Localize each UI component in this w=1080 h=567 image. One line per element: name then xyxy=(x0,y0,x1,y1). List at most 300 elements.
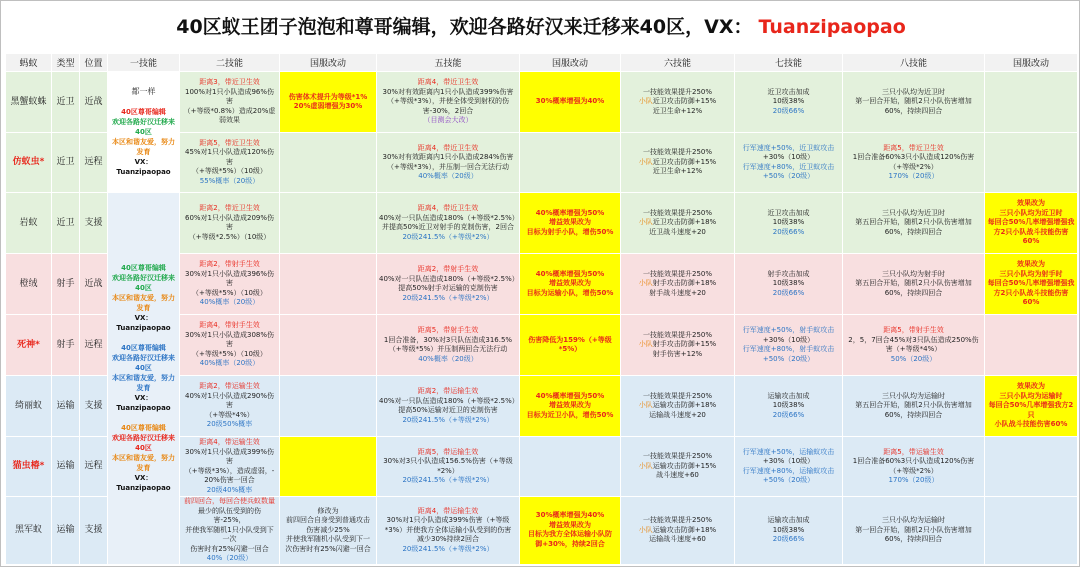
skill8-cell-line: 60%，持续四回合 xyxy=(884,410,943,419)
skill6-line-rest: 近卫攻击防御+15% xyxy=(652,97,717,106)
skill8-cell xyxy=(843,133,985,193)
title-vx: Tuanzipaopao xyxy=(758,16,906,38)
cn-change-2-cell-line: 御+30%，持续2回合 xyxy=(535,539,605,548)
skill5-cell xyxy=(377,133,520,193)
skill8-cell-line: 距离5，带运输生效 xyxy=(883,447,944,456)
header-type: 类型 xyxy=(52,54,80,72)
cn-change-3-cell-line: 每回合50%几率增强我方2只 xyxy=(988,401,1074,419)
skill5-cell-line: 提高50%运输对近卫的克制伤害 xyxy=(398,406,498,414)
skill8-cell-line: 三只小队均为运输时 xyxy=(882,391,945,400)
skill8-cell xyxy=(843,497,985,565)
skill7-cell-line: 行军速度+80%，运输蚁攻击 xyxy=(742,466,835,475)
skill5-cell-line: 30%对有效距离内1只小队造成284%伤害 xyxy=(382,153,514,161)
skill1-promo-line: Tuanzipaopao xyxy=(116,484,171,493)
skill5-cell-line: 距离4，带近卫生效 xyxy=(417,204,479,212)
skill5-cell-line: 40%概率（20级） xyxy=(418,354,478,363)
cn-change-1-cell xyxy=(280,315,377,376)
skill2-cell-line: 60%对1只小队造成209%伤害 xyxy=(184,213,275,231)
skill6-cell xyxy=(621,193,735,254)
skill2-cell-line: 距离5，带近卫生效 xyxy=(199,138,260,147)
skill7-cell-line: 20级66% xyxy=(772,106,805,115)
skill6-cell-line xyxy=(623,218,732,228)
skill1-promo-line: 欢迎各路好汉迁移来40区 xyxy=(112,354,175,373)
cn-change-1-cell xyxy=(280,72,377,133)
skill6-line-rest: 运输攻击防御+15% xyxy=(652,461,717,470)
skill5-cell-line: 40%对一只队伍造成180%（+等级*2.5%） xyxy=(379,396,519,405)
skill8-cell xyxy=(843,376,985,437)
skill7-cell-line: 10级38% xyxy=(772,525,805,534)
cn-change-1-cell-line: 并使我军随机小队受到下一 xyxy=(286,535,370,543)
skill8-cell-line: 1回合准备60%3只小队造成120%伤害 xyxy=(852,457,975,465)
skill7-cell-line: 行军速度+50%，近卫蚁攻击 xyxy=(742,143,835,152)
cn-change-3-cell-line: 三只小队均为射手时 xyxy=(999,269,1063,278)
skill2-cell-line: （+等级*3%），造成虚弱，- xyxy=(184,466,275,475)
skill5-cell-line: 20级241.5%（+等级*2%） xyxy=(402,415,494,424)
cn-change-2-cell-line: 40%概率增强为50% xyxy=(535,269,605,278)
skill8-cell-line: 三只小队均为近卫时 xyxy=(882,87,945,96)
skill7-cell xyxy=(735,315,843,376)
skill7-cell-line: +50%（20级） xyxy=(762,354,815,363)
cn-change-2-cell-line: 增益效果改为 xyxy=(549,279,591,288)
table-row xyxy=(6,72,1078,133)
cn-change-3-cell xyxy=(985,254,1078,315)
cn-change-2-cell-line: 伤害降低为159%（+等级 xyxy=(528,335,612,344)
ant-position: 支援 xyxy=(80,497,108,565)
cn-change-1-cell xyxy=(280,437,377,497)
skill8-cell xyxy=(843,193,985,254)
skill6-cell xyxy=(621,254,735,315)
skill8-cell-line: 距离5，带射手生效 xyxy=(883,326,944,334)
cn-change-2-cell-line: 40%概率增强为50% xyxy=(535,208,605,217)
skill1-promo-line: Tuanzipaopao xyxy=(116,324,171,333)
skill2-cell-line: （+等级*0.8%）造成20%虚 xyxy=(183,106,276,115)
ant-name: 绮丽蚁 xyxy=(6,376,52,437)
skill7-cell-line: +30%（10级） xyxy=(762,457,815,465)
skill7-cell-line: 20级66% xyxy=(772,535,805,543)
cn-change-2-cell-line: 30%概率增强为40% xyxy=(535,511,605,520)
skill5-cell-line: 30%对3只小队造成156.5%伤害（+等级 xyxy=(383,457,513,465)
skill6-cell-line: 战斗速度+60 xyxy=(656,471,699,480)
skill1-promo-line: 欢迎各路好汉迁移来40区 xyxy=(112,118,175,136)
skill6-cell xyxy=(621,437,735,497)
skill5-cell-line: 距离4，带近卫生效 xyxy=(417,143,479,152)
skill1-promo-line: 40区尊哥编辑 xyxy=(121,264,166,273)
skill8-cell-line: 1回合准备60%3只小队造成120%伤害 xyxy=(852,153,975,161)
skill8-cell-line: 第五回合开始，随机2只小队伤害增加 xyxy=(855,218,972,227)
cn-change-3-cell xyxy=(985,437,1078,497)
skill5-cell-line: 距离2，带射手生效 xyxy=(417,265,479,273)
skill7-cell-line: 行军速度+50%，射手蚁攻击 xyxy=(742,326,835,334)
skill2-cell-line: 距离4，带射手生效 xyxy=(199,321,260,330)
skill2-cell-line: 距离2，带运输生效 xyxy=(199,382,260,391)
skill2-cell-line: （+等级*2.5%）（10级） xyxy=(188,232,271,241)
cn-change-3-cell-line: 效果改为 xyxy=(1017,260,1045,269)
skill7-cell-line: +50%（20级） xyxy=(762,476,815,484)
skill6-cell-line: 近卫生命+12% xyxy=(652,167,703,176)
skill6-squad-tag: 小队 xyxy=(638,461,653,470)
skill1-promo-line: 本区和谐友爱，努力发育 xyxy=(112,138,175,156)
skill1-promo-cell xyxy=(108,193,180,565)
table-row xyxy=(6,193,1078,254)
skill5-cell xyxy=(377,315,520,376)
skill2-cell xyxy=(180,133,280,193)
skill6-line-rest: 运输攻击防御+18% xyxy=(652,525,717,534)
cn-change-3-cell-line: 每回合50%几率增强增强我 xyxy=(987,279,1075,288)
skill6-cell-line: 近卫战斗速度+20 xyxy=(649,227,706,236)
skill7-cell-line: 10级38% xyxy=(772,97,805,106)
skill2-cell-line: 距离2，带射手生效 xyxy=(199,260,260,269)
cn-change-2-cell xyxy=(520,133,621,193)
skill1-promo-line: VX： xyxy=(134,314,153,323)
skill5-cell-line: 距离4，带运输生效 xyxy=(417,506,479,515)
skill2-cell-line: 40%概率（20级） xyxy=(199,298,260,307)
cn-change-3-cell-line: 效果改为 xyxy=(1017,382,1045,391)
skill8-cell xyxy=(843,254,985,315)
skill7-cell-line: 运输攻击加成 xyxy=(767,516,810,524)
cn-change-1-cell-line: 前四回合自身受到普通攻击 xyxy=(286,516,370,524)
skill8-cell xyxy=(843,315,985,376)
skill1-promo-line: 40区尊哥编辑 xyxy=(121,108,166,116)
cn-change-3-cell-line: 方2只小队战斗技能伤害60% xyxy=(993,227,1069,246)
ant-position: 近战 xyxy=(80,254,108,315)
skill6-cell-line: 一技能效果提升250% xyxy=(642,208,712,217)
skill2-cell-line: 距离2，带近卫生效 xyxy=(199,204,260,212)
skill8-cell-line: 第五回合开始，随机2只小队伤害增加 xyxy=(855,279,972,288)
skill6-cell-line xyxy=(623,462,732,472)
skill6-cell-line xyxy=(623,340,732,350)
skill8-cell-line: （+等级*2%） xyxy=(889,162,938,171)
ant-position: 远程 xyxy=(80,437,108,497)
skill8-cell-line: 第五回合开始，随机2只小队伤害增加 xyxy=(855,401,972,410)
skill1-promo-line: 欢迎各路好汉迁移来40区 xyxy=(112,274,175,293)
ant-name: 岩蚁 xyxy=(6,193,52,254)
skill2-cell-line: 45%对1只小队造成120%伤害 xyxy=(184,148,275,166)
skill6-cell-line xyxy=(623,279,732,289)
ant-type: 近卫 xyxy=(52,193,80,254)
skill7-cell-line: 运输攻击加成 xyxy=(767,391,810,400)
ant-type: 射手 xyxy=(52,315,80,376)
skill6-squad-tag: 小队 xyxy=(638,401,653,410)
header-row xyxy=(6,54,1078,72)
skill8-cell-line: 三只小队均为射手时 xyxy=(882,269,945,278)
skill5-cell-line: 提高50%射手对运输的克制伤害 xyxy=(398,284,498,292)
skill8-cell-line: 三只小队均为运输时 xyxy=(882,516,945,524)
cn-change-3-cell-line: 效果改为 xyxy=(1017,199,1045,208)
cn-change-1-cell-line: 伤害减少25% xyxy=(306,525,350,534)
cn-change-2-cell xyxy=(520,376,621,437)
skill8-cell-line: 害（+等级*4%） xyxy=(885,345,942,353)
skill5-cell xyxy=(377,376,520,437)
header-cn-change-2: 国服改动 xyxy=(520,54,621,72)
skill1-promo-line: Tuanzipaopao xyxy=(116,404,171,413)
skill7-cell xyxy=(735,193,843,254)
skill2-cell-line: 30%对1只小队造成396%伤害 xyxy=(184,269,275,288)
skill2-cell xyxy=(180,315,280,376)
skill6-squad-tag: 小队 xyxy=(638,157,653,166)
cn-change-3-cell xyxy=(985,315,1078,376)
cn-change-1-cell xyxy=(280,254,377,315)
skill5-cell-line: 1回合准备，30%对3只队伍造成316.5% xyxy=(383,335,513,344)
skill8-cell-line: 170%（20级） xyxy=(888,172,939,180)
skill6-line-rest: 近卫攻击防御+18% xyxy=(652,218,717,227)
ant-type: 射手 xyxy=(52,254,80,315)
skill1-promo-line: VX： xyxy=(134,474,153,483)
skill2-cell-line: 前四回合，每回合使兵蚁数量 xyxy=(184,497,275,505)
cn-change-2-cell-line: 40%概率增强为50% xyxy=(535,391,605,400)
skill7-cell-line: +30%（10级） xyxy=(762,335,815,344)
skill7-cell xyxy=(735,72,843,133)
skill5-cell-line: *3%）并使我方全体运输小队受到的伤害 xyxy=(384,525,512,534)
cn-change-1-cell-line: 修改为 xyxy=(317,506,339,515)
skill5-cell-line: 距离4，带近卫生效 xyxy=(417,78,479,87)
skill2-cell-line: 伤害时有25%闪避一回合 xyxy=(190,544,269,553)
skill7-cell-line: 10级38% xyxy=(772,401,805,410)
skill6-cell xyxy=(621,72,735,133)
skill2-cell-line: 40%对1只小队造成290%伤害 xyxy=(184,391,275,410)
skill7-cell-line: 行军速度+50%，运输蚁攻击 xyxy=(742,447,835,456)
skill2-cell-line: 最少的队伍受到的伤害-25%， xyxy=(198,506,261,524)
skill8-cell-line: 第一回合开始，随机2只小队伤害增加 xyxy=(855,97,972,106)
skill5-cell xyxy=(377,72,520,133)
skill5-cell-line: 距离2，带运输生效 xyxy=(417,387,479,395)
skill5-cell-line: 并提高50%近卫对射手的克制伤害，2回合 xyxy=(381,223,514,231)
cn-change-1-cell xyxy=(280,376,377,437)
header-ant: 蚂蚁 xyxy=(6,54,52,72)
skill6-cell-line xyxy=(623,97,732,107)
skill6-line-rest: 运输攻击防御+18% xyxy=(652,401,717,410)
cn-change-1-cell xyxy=(280,193,377,254)
cn-change-2-cell-line: 30%概率增强为40% xyxy=(535,97,605,106)
cn-change-2-cell-line: 增益效果改为 xyxy=(549,520,591,529)
skill5-cell-line: （+等级*3%），并压制一回合无法行动 xyxy=(387,162,509,171)
skill1-promo-line: 本区和谐友爱，努力发育 xyxy=(112,374,175,393)
skill2-cell-line: 弱效果 xyxy=(219,116,240,125)
skill2-cell-line: 20级40%概率 xyxy=(206,485,253,494)
skill2-cell xyxy=(180,254,280,315)
cn-change-2-cell-line: 目标为我方全体运输小队防 xyxy=(528,530,612,539)
skill6-line-rest: 射手攻击防御+15% xyxy=(652,340,717,349)
ant-name: 仿蚁虫* xyxy=(6,133,52,193)
skill2-cell-line: 40%（20级） xyxy=(206,554,253,562)
skill6-cell-line: 一技能效果提升250% xyxy=(642,148,712,157)
ant-type: 运输 xyxy=(52,497,80,565)
skill7-cell-line: 近卫攻击加成 xyxy=(767,208,810,217)
skill7-cell-line: 20级66% xyxy=(772,288,805,297)
cn-change-3-cell-line: 方2只小队战斗技能伤害60% xyxy=(993,288,1069,307)
cn-change-2-cell xyxy=(520,193,621,254)
skill1-promo-line: VX： xyxy=(134,158,153,166)
skill7-cell xyxy=(735,133,843,193)
skill8-cell-line: 60%，持续四回合 xyxy=(884,535,943,543)
cn-change-2-cell xyxy=(520,315,621,376)
ant-name: 橙绒 xyxy=(6,254,52,315)
skill6-cell-line: 射手伤害+12% xyxy=(652,349,703,358)
ant-name: 死神* xyxy=(6,315,52,376)
skill6-cell-line: 一技能效果提升250% xyxy=(642,391,712,400)
skill6-squad-tag: 小队 xyxy=(638,525,653,534)
skill2-cell-line: 20%伤害一回合 xyxy=(204,476,255,484)
skill5-cell-line: 减少30%持续2回合 xyxy=(416,535,479,543)
cn-change-3-cell xyxy=(985,497,1078,565)
skill5-cell xyxy=(377,193,520,254)
skill8-cell-line: 60%，持续四回合 xyxy=(884,106,943,115)
skill7-cell-line: +50%（20级） xyxy=(762,172,815,180)
skill8-cell-line: 170%（20级） xyxy=(888,476,939,484)
skill1-cell xyxy=(108,72,180,193)
ant-skill-table xyxy=(5,53,1078,565)
skill5-cell-line: 20级241.5%（+等级*2%） xyxy=(402,476,494,484)
skill8-cell-line: 三只小队均为近卫时 xyxy=(882,208,945,217)
skill6-squad-tag: 小队 xyxy=(638,279,653,288)
cn-change-3-cell-line: 三只小队均为运输时 xyxy=(999,391,1063,400)
cn-change-2-cell-line: 目标为射手小队，增伤50% xyxy=(526,227,614,236)
skill6-cell-line xyxy=(623,401,732,411)
skill8-cell-line: 距离5，带近卫生效 xyxy=(883,143,944,152)
skill7-cell-line: 射手攻击加成 xyxy=(767,269,810,278)
ant-position: 近战 xyxy=(80,72,108,133)
header-skill2: 二技能 xyxy=(180,54,280,72)
skill1-promo-line: 本区和谐友爱，努力发育 xyxy=(112,454,175,473)
cn-change-2-cell xyxy=(520,437,621,497)
skill6-cell xyxy=(621,133,735,193)
ant-name: 黑军蚁 xyxy=(6,497,52,565)
skill2-cell-line: （+等级*5%）（10级） xyxy=(192,288,267,297)
skill2-cell-line: 30%对1只小队造成399%伤害 xyxy=(184,447,275,465)
skill5-cell-line: 距离5，带射手生效 xyxy=(417,326,479,334)
skill5-cell xyxy=(377,254,520,315)
cn-change-3-cell-line: 每回合50%几率增强增强我 xyxy=(987,218,1075,227)
skill5-cell-line: 40%概率（20级） xyxy=(418,172,478,180)
skill8-cell-line: 60%，持续四回合 xyxy=(884,227,943,236)
cn-change-3-cell xyxy=(985,193,1078,254)
skill1-promo-line: Tuanzipaopao xyxy=(116,168,171,176)
sheet-title xyxy=(1,1,1080,53)
skill6-cell-line: 运输战斗速度+20 xyxy=(649,410,706,419)
skill2-cell xyxy=(180,376,280,437)
skill6-cell-line: 一技能效果提升250% xyxy=(642,330,712,339)
skill5-cell-line: 20级241.5%（+等级*2%） xyxy=(402,544,494,553)
skill8-cell-line: 60%，持续四回合 xyxy=(884,288,943,297)
cn-change-3-cell xyxy=(985,133,1078,193)
skill6-cell xyxy=(621,376,735,437)
skill7-cell xyxy=(735,437,843,497)
header-skill7: 七技能 xyxy=(735,54,843,72)
skill2-cell xyxy=(180,72,280,133)
cn-change-2-cell-line: 目标为近卫小队，增伤50% xyxy=(526,410,614,419)
cn-change-3-cell xyxy=(985,376,1078,437)
skill2-cell-line: 距离3，带近卫生效 xyxy=(199,78,260,87)
skill8-cell-line: 2，5，7回合45%对3只队伍造成250%伤 xyxy=(848,335,979,344)
skill2-cell-line: 距离4，带运输生效 xyxy=(199,438,260,446)
skill1-promo-line: 40区尊哥编辑 xyxy=(121,344,166,353)
skill6-cell-line: 射手战斗速度+20 xyxy=(649,288,706,297)
skill2-cell xyxy=(180,193,280,254)
skill6-cell xyxy=(621,497,735,565)
skill2-cell-line: 20级50%概率 xyxy=(206,420,253,429)
skill2-cell-line: 30%对1只小队造成308%伤害 xyxy=(184,330,275,349)
cn-change-2-cell-line: 目标为运输小队，增伤50% xyxy=(526,288,614,297)
skill7-cell-line: 20级66% xyxy=(772,410,805,419)
cn-change-1-cell-line: 20%虚弱增强为30% xyxy=(293,102,363,110)
skill6-squad-tag: 小队 xyxy=(638,97,653,106)
skill6-line-rest: 射手攻击防御+18% xyxy=(652,279,717,288)
skill6-squad-tag: 小队 xyxy=(638,218,653,227)
skill5-cell xyxy=(377,437,520,497)
ant-type: 近卫 xyxy=(52,133,80,193)
skill5-cell-line: 40%对一只队伍造成180%（+等级*2.5%） xyxy=(379,213,519,222)
skill6-line-rest: 近卫攻击防御+15% xyxy=(652,157,717,166)
skill5-cell-line: （目测会大改） xyxy=(423,116,473,125)
cn-change-1-cell xyxy=(280,133,377,193)
ant-position: 支援 xyxy=(80,193,108,254)
skill2-cell-line: （+等级*5%）（10级） xyxy=(192,349,267,358)
header-skill1: 一技能 xyxy=(108,54,180,72)
skill6-cell-line: 一技能效果提升250% xyxy=(642,87,712,96)
skill7-cell-line: 近卫攻击加成 xyxy=(767,87,810,96)
skill2-cell-line: （+等级*4%） xyxy=(205,410,254,419)
skill6-cell-line: 运输战斗速度+60 xyxy=(649,535,706,543)
skill7-cell-line: 行军速度+80%，近卫蚁攻击 xyxy=(742,162,835,171)
cn-change-1-cell-line: 伤害体术提升为等级*1% xyxy=(288,92,368,101)
skill1-promo-line: VX： xyxy=(134,394,153,403)
skill6-cell-line: 一技能效果提升250% xyxy=(642,452,712,461)
skill8-cell-line: （+等级*2%） xyxy=(889,466,938,475)
skill7-cell-line: 10级38% xyxy=(772,218,805,227)
skill5-cell-line: 30%对有效距离内1只小队造成399%伤害 xyxy=(382,87,514,96)
skill6-cell-line: 近卫生命+12% xyxy=(652,106,703,115)
skill8-cell-line: 50%（20级） xyxy=(890,354,937,363)
ant-name: 黑蟹蚁蛛 xyxy=(6,72,52,133)
skill1-promo-line: 40区尊哥编辑 xyxy=(121,424,166,433)
cn-change-2-cell xyxy=(520,72,621,133)
skill2-cell-line: 100%对1只小队造成96%伤害 xyxy=(184,87,275,106)
skill2-cell-line: （+等级*5%）（10级） xyxy=(192,167,267,176)
skill5-cell-line: 40%对一只队伍造成180%（+等级*2.5%） xyxy=(379,274,519,283)
header-skill6: 六技能 xyxy=(621,54,735,72)
ant-position: 支援 xyxy=(80,376,108,437)
cn-change-3-cell-line: 小队战斗技能伤害60% xyxy=(994,420,1068,429)
header-position: 位置 xyxy=(80,54,108,72)
skill1-promo-line: 欢迎各路好汉迁移来40区 xyxy=(112,434,175,453)
skill5-cell-line: （+等级*5%）并压制两回合无法行动 xyxy=(388,345,508,353)
skill1-same: 都一样 xyxy=(131,87,156,96)
skill7-cell-line: 行军速度+80%，射手蚁攻击 xyxy=(742,345,835,353)
cn-change-2-cell-line: 增益效果改为 xyxy=(549,401,591,410)
cn-change-1-cell xyxy=(280,497,377,565)
cn-change-2-cell xyxy=(520,254,621,315)
skill8-cell-line: 第一回合开始，随机2只小队伤害增加 xyxy=(855,525,972,534)
cn-change-2-cell xyxy=(520,497,621,565)
skill2-cell-line: 40%概率（20级） xyxy=(199,359,260,368)
cn-change-2-cell-line: *5%） xyxy=(558,345,582,353)
cn-change-1-cell-line: 次伤害时有25%闪避一回合 xyxy=(285,544,371,553)
skill7-cell xyxy=(735,254,843,315)
skill5-cell-line: 30%对1只小队造成399%伤害（+等级 xyxy=(386,516,510,524)
skill7-cell-line: 20级66% xyxy=(772,227,805,236)
title-text: 40区蚁王团子泡泡和尊哥编辑，欢迎各路好汉来迁移来40区，VX： xyxy=(176,16,753,38)
header-cn-change-1: 国服改动 xyxy=(280,54,377,72)
header-cn-change-3: 国服改动 xyxy=(985,54,1078,72)
skill5-cell-line: （+等级*3%），并使全体受到射权的伤 xyxy=(387,97,509,106)
cn-change-3-cell xyxy=(985,72,1078,133)
skill6-cell-line xyxy=(623,526,732,536)
skill7-cell-line: 10级38% xyxy=(772,279,805,288)
skill6-cell xyxy=(621,315,735,376)
skill5-cell-line: 害-30%，2回合 xyxy=(422,106,474,115)
ant-position: 远程 xyxy=(80,133,108,193)
skill5-cell xyxy=(377,497,520,565)
ant-name: 猫虫椿* xyxy=(6,437,52,497)
